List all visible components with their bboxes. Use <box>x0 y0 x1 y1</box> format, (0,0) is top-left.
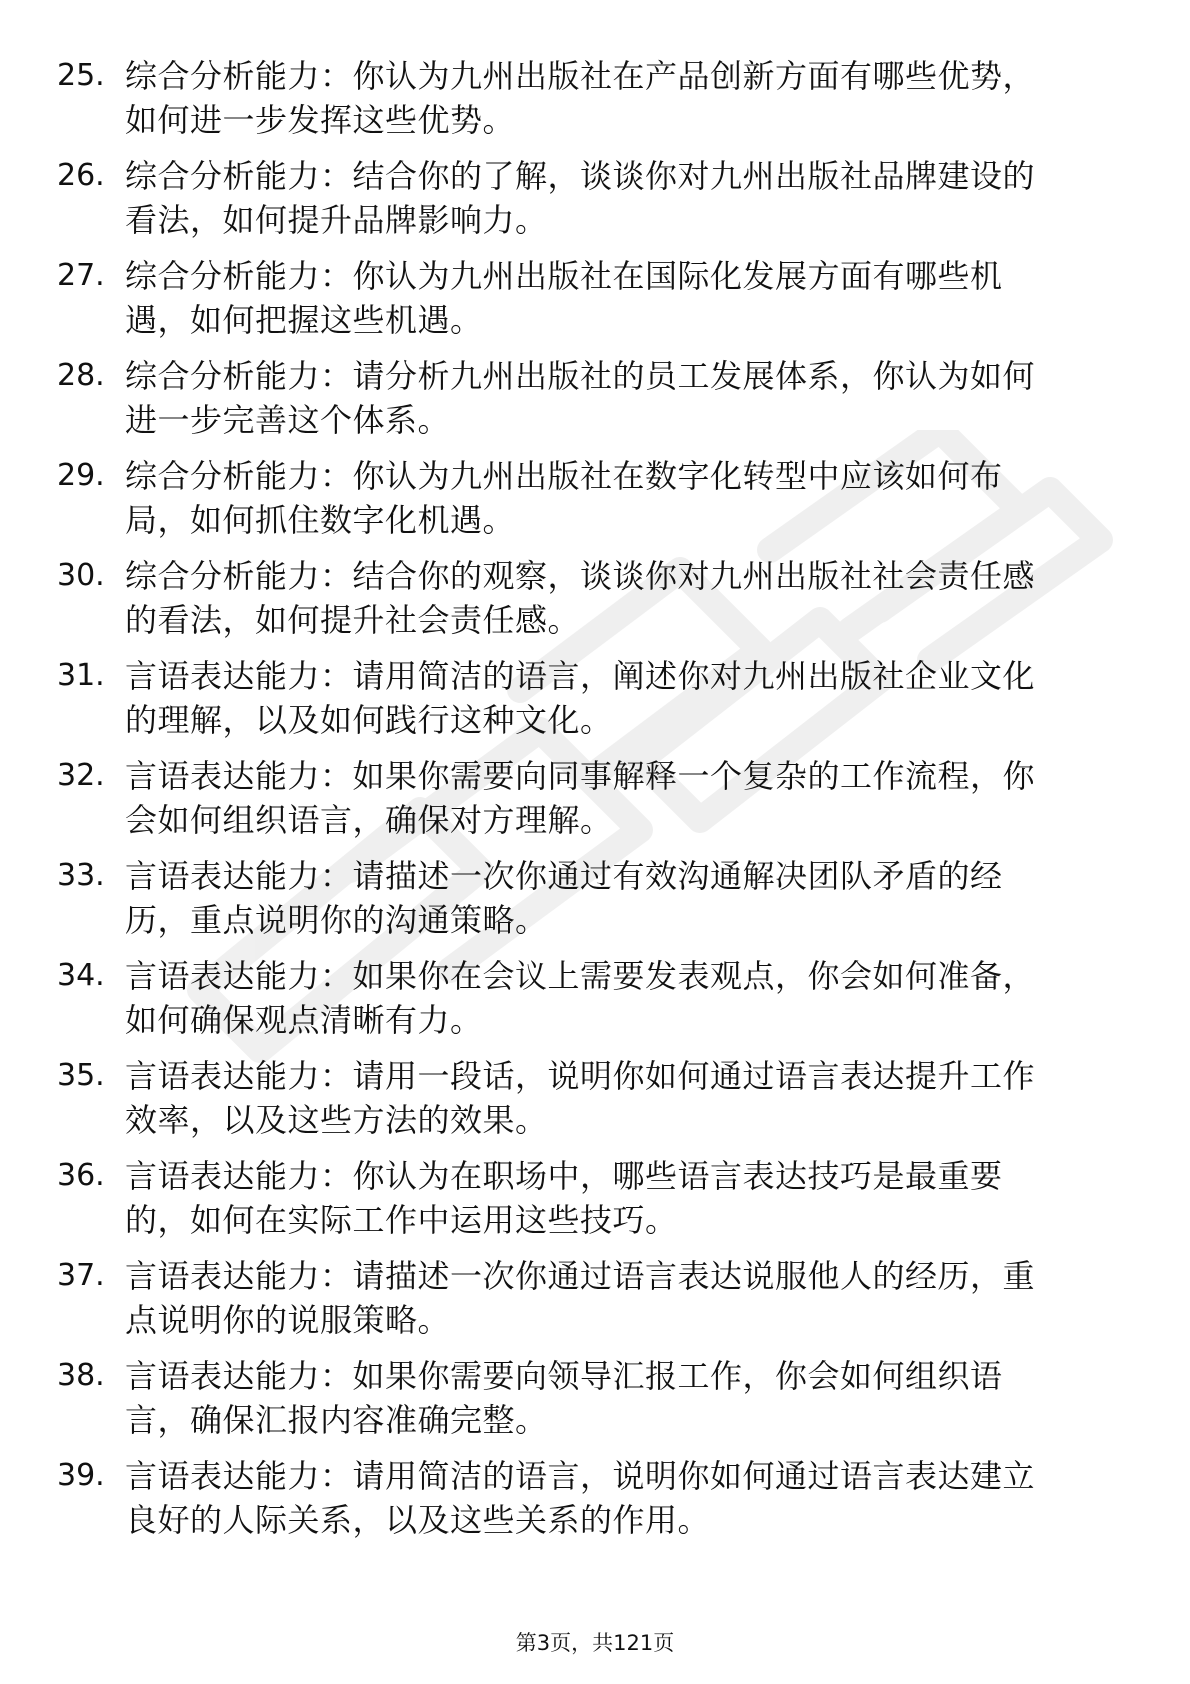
question-text-line: 历，重点说明你的沟通策略。 <box>125 901 548 939</box>
question-number: 34. <box>57 958 105 993</box>
question-item <box>0 354 1190 454</box>
question-text-line: 综合分析能力：你认为九州出版社在国际化发展方面有哪些机 <box>125 257 1003 295</box>
question-text <box>125 854 1125 942</box>
question-item <box>0 554 1190 654</box>
question-text-line: 言语表达能力：如果你在会议上需要发表观点，你会如何准备， <box>125 957 1036 995</box>
question-text-line: 综合分析能力：你认为九州出版社在产品创新方面有哪些优势， <box>125 57 1036 95</box>
question-number: 25. <box>57 58 105 93</box>
page-footer <box>0 1628 1190 1658</box>
question-text <box>125 1354 1125 1442</box>
question-number: 33. <box>57 858 105 893</box>
question-item <box>0 154 1190 254</box>
question-item <box>0 1154 1190 1254</box>
question-text <box>125 54 1125 142</box>
question-text-line: 遇，如何把握这些机遇。 <box>125 301 483 339</box>
question-text <box>125 954 1125 1042</box>
question-text-line: 会如何组织语言，确保对方理解。 <box>125 801 613 839</box>
question-text-line: 言语表达能力：如果你需要向领导汇报工作，你会如何组织语 <box>125 1357 1003 1395</box>
question-text-line: 效率，以及这些方法的效果。 <box>125 1101 548 1139</box>
question-text-line: 如何确保观点清晰有力。 <box>125 1001 483 1039</box>
question-item <box>0 654 1190 754</box>
question-item <box>0 1454 1190 1554</box>
question-text <box>125 154 1125 242</box>
question-text-line: 综合分析能力：你认为九州出版社在数字化转型中应该如何布 <box>125 457 1003 495</box>
question-text-line: 如何进一步发挥这些优势。 <box>125 101 516 139</box>
question-text-line: 的，如何在实际工作中运用这些技巧。 <box>125 1201 678 1239</box>
question-text-line: 言语表达能力：你认为在职场中，哪些语言表达技巧是最重要 <box>125 1157 1003 1195</box>
question-text-line: 看法，如何提升品牌影响力。 <box>125 201 548 239</box>
question-item <box>0 1354 1190 1454</box>
question-number: 38. <box>57 1358 105 1393</box>
question-text-line: 综合分析能力：结合你的了解，谈谈你对九州出版社品牌建设的 <box>125 157 1036 195</box>
question-text <box>125 454 1125 542</box>
question-text <box>125 754 1125 842</box>
question-number: 35. <box>57 1058 105 1093</box>
question-list <box>0 54 1190 1554</box>
question-text <box>125 354 1125 442</box>
question-text-line: 进一步完善这个体系。 <box>125 401 451 439</box>
question-text <box>125 654 1125 742</box>
question-text-line: 言语表达能力：请描述一次你通过语言表达说服他人的经历，重 <box>125 1257 1036 1295</box>
question-text-line: 言，确保汇报内容准确完整。 <box>125 1401 548 1439</box>
question-text-line: 良好的人际关系，以及这些关系的作用。 <box>125 1501 711 1539</box>
question-text-line: 点说明你的说服策略。 <box>125 1301 451 1339</box>
question-number: 36. <box>57 1158 105 1193</box>
question-text-line: 局，如何抓住数字化机遇。 <box>125 501 516 539</box>
question-number: 26. <box>57 158 105 193</box>
question-item <box>0 854 1190 954</box>
question-text <box>125 1154 1125 1242</box>
question-text <box>125 1254 1125 1342</box>
question-item <box>0 54 1190 154</box>
question-text-line: 的理解，以及如何践行这种文化。 <box>125 701 613 739</box>
question-text-line: 综合分析能力：请分析九州出版社的员工发展体系，你认为如何 <box>125 357 1036 395</box>
question-item <box>0 1054 1190 1154</box>
question-number: 28. <box>57 358 105 393</box>
question-text-line: 的看法，如何提升社会责任感。 <box>125 601 581 639</box>
question-item <box>0 254 1190 354</box>
question-number: 37. <box>57 1258 105 1293</box>
question-text <box>125 1454 1125 1542</box>
question-text <box>125 1054 1125 1142</box>
question-text-line: 言语表达能力：请用一段话，说明你如何通过语言表达提升工作 <box>125 1057 1036 1095</box>
question-text-line: 言语表达能力：请用简洁的语言，阐述你对九州出版社企业文化 <box>125 657 1036 695</box>
question-text <box>125 254 1125 342</box>
question-item <box>0 954 1190 1054</box>
question-text <box>125 554 1125 642</box>
question-number: 30. <box>57 558 105 593</box>
question-item <box>0 454 1190 554</box>
question-text-line: 言语表达能力：如果你需要向同事解释一个复杂的工作流程，你 <box>125 757 1036 795</box>
question-item <box>0 754 1190 854</box>
question-number: 31. <box>57 658 105 693</box>
question-item <box>0 1254 1190 1354</box>
question-text-line: 言语表达能力：请描述一次你通过有效沟通解决团队矛盾的经 <box>125 857 1003 895</box>
question-number: 39. <box>57 1458 105 1493</box>
question-text-line: 言语表达能力：请用简洁的语言，说明你如何通过语言表达建立 <box>125 1457 1036 1495</box>
question-number: 29. <box>57 458 105 493</box>
question-number: 32. <box>57 758 105 793</box>
question-number: 27. <box>57 258 105 293</box>
page-number-label: 第3页，共121页 <box>515 1631 675 1655</box>
question-text-line: 综合分析能力：结合你的观察，谈谈你对九州出版社社会责任感 <box>125 557 1036 595</box>
